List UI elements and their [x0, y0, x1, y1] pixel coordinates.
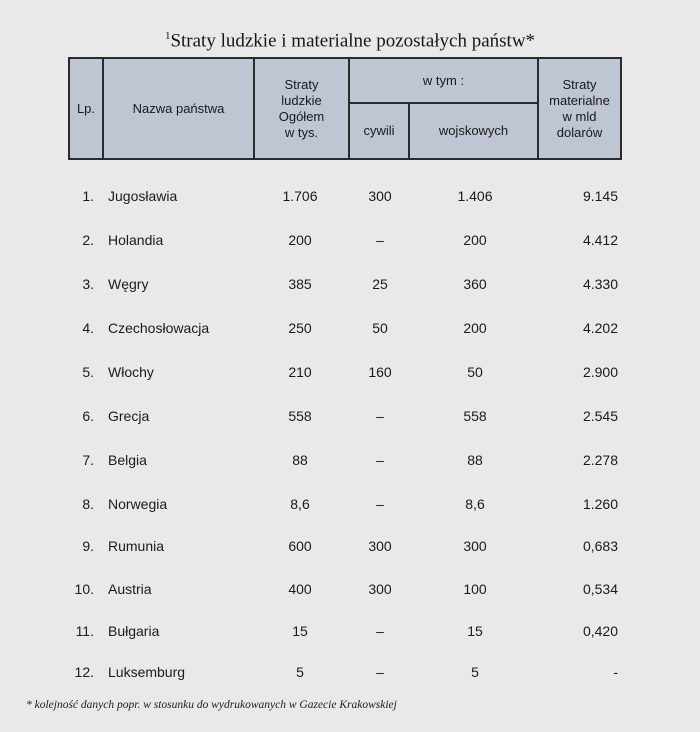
- cell-civilians: 25: [372, 276, 388, 292]
- cell-material: 0,534: [582, 581, 618, 597]
- cell-civilians: –: [376, 664, 384, 680]
- cell-total: 385: [288, 276, 312, 292]
- table-row: [0, 182, 700, 212]
- cell-material: 4.202: [582, 320, 618, 336]
- cell-country: Włochy: [108, 364, 154, 380]
- cell-total: 1.706: [282, 188, 318, 204]
- cell-civilians: –: [376, 623, 384, 639]
- cell-country: Austria: [108, 581, 152, 597]
- cell-lp: 10.: [74, 581, 94, 597]
- cell-lp: 1.: [82, 188, 94, 204]
- cell-material: -: [613, 664, 618, 680]
- table-row: [0, 446, 700, 476]
- header-material-losses-line: dolarów: [556, 124, 603, 140]
- cell-military: 200: [463, 232, 487, 248]
- cell-country: Czechosłowacja: [108, 320, 210, 336]
- cell-lp: 7.: [82, 452, 94, 468]
- cell-civilians: 160: [368, 364, 392, 380]
- cell-material: 4.412: [582, 232, 618, 248]
- cell-material: 2.900: [582, 364, 618, 380]
- cell-civilians: 50: [372, 320, 388, 336]
- cell-country: Bułgaria: [108, 623, 160, 639]
- table-row: [0, 402, 700, 432]
- cell-country: Grecja: [108, 408, 150, 424]
- cell-civilians: –: [376, 408, 384, 424]
- cell-civilians: –: [376, 232, 384, 248]
- header-country-name: Nazwa państwa: [132, 100, 225, 116]
- cell-lp: 2.: [82, 232, 94, 248]
- cell-military: 100: [463, 581, 487, 597]
- cell-military: 8,6: [465, 496, 485, 512]
- cell-military: 300: [463, 538, 487, 554]
- cell-country: Holandia: [108, 232, 164, 248]
- cell-civilians: –: [376, 496, 384, 512]
- header-civilians: cywili: [363, 123, 395, 138]
- cell-material: 4.330: [582, 276, 618, 292]
- cell-lp: 12.: [74, 664, 94, 680]
- cell-total: 200: [288, 232, 312, 248]
- footnote: * kolejność danych popr. w stosunku do wydrukowanych w Gazecie Krakowskiej: [26, 699, 397, 711]
- table-row: [0, 358, 700, 388]
- cell-military: 200: [463, 320, 487, 336]
- table-row: [0, 314, 700, 344]
- cell-country: Rumunia: [108, 538, 165, 554]
- cell-lp: 6.: [82, 408, 94, 424]
- cell-country: Węgry: [108, 276, 149, 292]
- cell-military: 558: [463, 408, 487, 424]
- cell-material: 2.278: [582, 452, 618, 468]
- cell-lp: 8.: [82, 496, 94, 512]
- table-row: [0, 617, 700, 647]
- header-human-losses-line: w tys.: [284, 124, 319, 140]
- table-title: [0, 30, 700, 52]
- cell-total: 15: [292, 623, 308, 639]
- cell-military: 50: [467, 364, 483, 380]
- table-row: [0, 226, 700, 256]
- header-material-losses-line: materialne: [549, 92, 610, 108]
- cell-lp: 3.: [82, 276, 94, 292]
- table-row: [0, 575, 700, 605]
- cell-country: Jugosławia: [108, 188, 178, 204]
- title-footnote-marker: 1: [164, 30, 171, 42]
- cell-military: 5: [471, 664, 479, 680]
- header-group-including: w tym :: [422, 72, 465, 88]
- cell-lp: 5.: [82, 364, 94, 380]
- cell-lp: 4.: [82, 320, 94, 336]
- cell-total: 400: [288, 581, 312, 597]
- cell-total: 600: [288, 538, 312, 554]
- cell-total: 210: [288, 364, 312, 380]
- header-material-losses: [539, 59, 620, 158]
- header-material-losses-line: Straty: [562, 76, 597, 92]
- header-human-losses: [255, 59, 348, 158]
- cell-civilians: 300: [368, 538, 392, 554]
- cell-civilians: 300: [368, 188, 392, 204]
- cell-lp: 9.: [82, 538, 94, 554]
- cell-country: Luksemburg: [108, 664, 186, 680]
- header-military: wojskowych: [438, 123, 509, 138]
- table-row: [0, 658, 700, 688]
- cell-material: 9.145: [582, 188, 618, 204]
- table-row: [0, 270, 700, 300]
- cell-total: 5: [296, 664, 304, 680]
- table-row: [0, 490, 700, 520]
- cell-total: 88: [292, 452, 308, 468]
- cell-military: 15: [467, 623, 483, 639]
- header-human-losses-line: Straty: [284, 76, 319, 92]
- cell-military: 360: [463, 276, 487, 292]
- cell-country: Norwegia: [108, 496, 168, 512]
- header-human-losses-line: ludzkie: [281, 92, 322, 108]
- cell-military: 88: [467, 452, 483, 468]
- table-header: [68, 57, 622, 160]
- header-lp: Lp.: [76, 100, 96, 116]
- header-human-losses-line: Ogółem: [278, 108, 325, 124]
- table-row: [0, 532, 700, 562]
- cell-material: 0,420: [582, 623, 618, 639]
- cell-material: 1.260: [582, 496, 618, 512]
- cell-military: 1.406: [457, 188, 493, 204]
- cell-material: 2.545: [582, 408, 618, 424]
- cell-total: 558: [288, 408, 312, 424]
- cell-lp: 11.: [75, 623, 94, 639]
- header-material-losses-line: w mld: [562, 108, 597, 124]
- cell-total: 250: [288, 320, 312, 336]
- title-text: Straty ludzkie i materialne pozostałych państw*: [170, 30, 536, 52]
- cell-material: 0,683: [582, 538, 618, 554]
- cell-total: 8,6: [290, 496, 310, 512]
- cell-country: Belgia: [108, 452, 147, 468]
- cell-civilians: –: [376, 452, 384, 468]
- cell-civilians: 300: [368, 581, 392, 597]
